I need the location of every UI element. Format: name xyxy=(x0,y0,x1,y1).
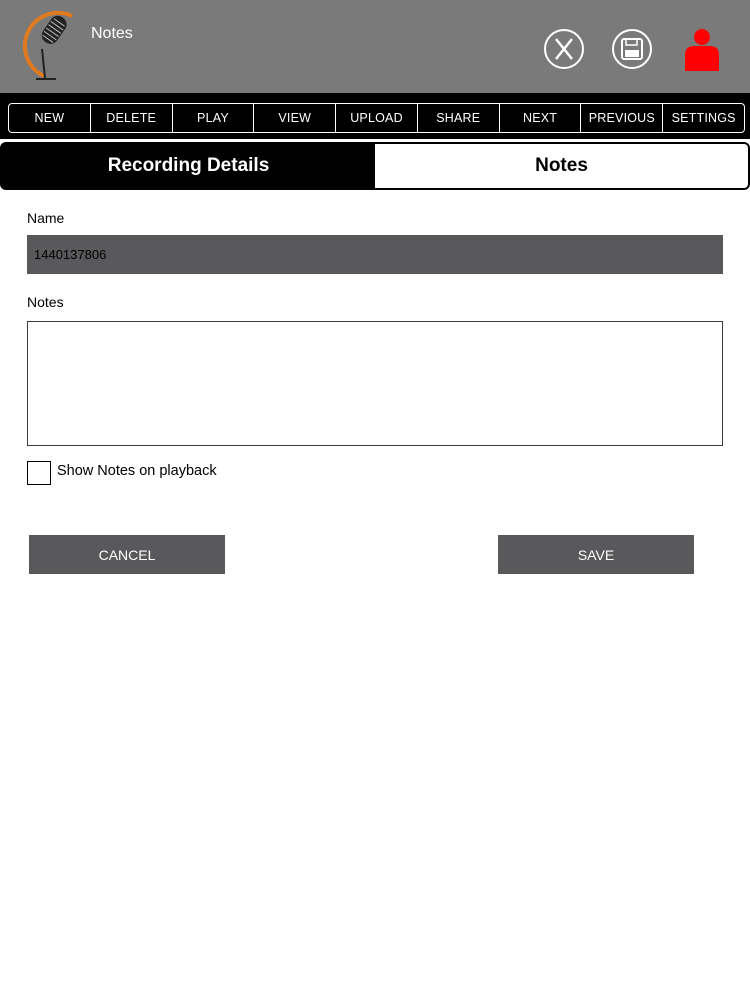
next-button[interactable]: NEXT xyxy=(500,104,582,132)
upload-button[interactable]: UPLOAD xyxy=(336,104,418,132)
show-notes-checkbox[interactable] xyxy=(27,461,51,485)
user-icon[interactable] xyxy=(682,27,722,71)
new-button[interactable]: NEW xyxy=(9,104,91,132)
notes-textarea[interactable] xyxy=(27,321,723,446)
page-title: Notes xyxy=(91,25,133,42)
tab-bar xyxy=(0,142,750,190)
toolbar-container xyxy=(0,93,750,139)
previous-button[interactable]: PREVIOUS xyxy=(581,104,663,132)
save-button[interactable]: SAVE xyxy=(498,535,694,574)
microphone-logo-icon xyxy=(14,6,84,82)
share-button[interactable]: SHARE xyxy=(418,104,500,132)
view-button[interactable]: VIEW xyxy=(254,104,336,132)
name-field[interactable]: 1440137806 xyxy=(27,235,723,274)
save-disk-icon[interactable] xyxy=(611,28,653,70)
close-circle-icon[interactable] xyxy=(543,28,585,70)
play-button[interactable]: PLAY xyxy=(173,104,255,132)
tab-notes[interactable]: Notes xyxy=(375,144,748,188)
cancel-button[interactable]: CANCEL xyxy=(29,535,225,574)
name-label: Name xyxy=(27,210,65,226)
toolbar xyxy=(8,103,745,133)
settings-button[interactable]: SETTINGS xyxy=(671,111,736,125)
notes-label: Notes xyxy=(27,294,64,310)
tab-recording-details[interactable]: Recording Details xyxy=(2,144,375,188)
app-header xyxy=(0,0,750,93)
delete-button[interactable]: DELETE xyxy=(91,104,173,132)
show-notes-label: Show Notes on playback xyxy=(57,463,217,479)
